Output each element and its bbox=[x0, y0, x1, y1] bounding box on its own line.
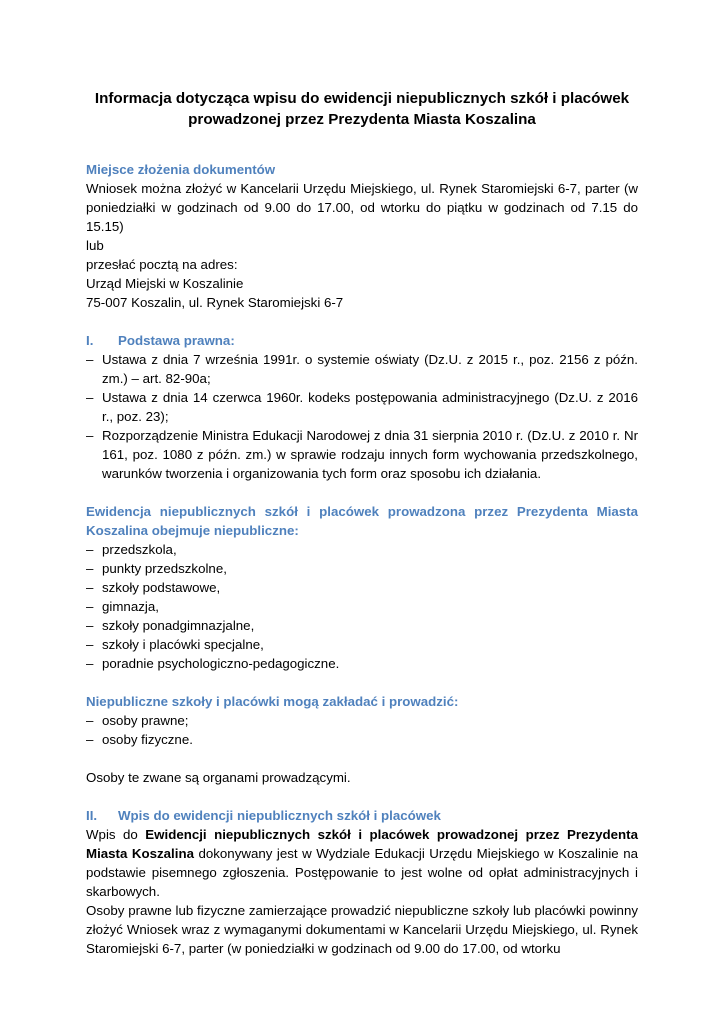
place-heading: Miejsce złożenia dokumentów bbox=[86, 162, 276, 177]
founders-note: Osoby te zwane są organami prowadzącymi. bbox=[86, 770, 351, 785]
register-item: – gimnazja, bbox=[86, 597, 638, 616]
register-item: – szkoły i placówki specjalne, bbox=[86, 635, 638, 654]
legal-heading-text: Podstawa prawna: bbox=[118, 333, 235, 348]
legal-item: – Rozporządzenie Ministra Edukacji Narodowej z dnia 31 sierpnia 2010 r. (Dz.U. z 2010 r. Nr 161, poz. 1080 z późn. zm.) w sprawie rodzaju innych form wychowania przedszkolnego, warunków tworzenia i organizowania tych form oraz sposobu ich działania. bbox=[86, 426, 638, 483]
entry-heading bbox=[86, 806, 638, 825]
register-heading: Ewidencja niepublicznych szkół i placówek prowadzona przez Prezydenta Miasta Koszalina obejmuje niepubliczne: bbox=[86, 504, 638, 538]
place-address-2: 75-007 Koszalin, ul. Rynek Staromiejski 6-7 bbox=[86, 295, 344, 310]
place-address-1: Urząd Miejski w Koszalinie bbox=[86, 276, 244, 291]
register-item: – poradnie psychologiczno-pedagogiczne. bbox=[86, 654, 638, 673]
founders-list bbox=[86, 711, 638, 749]
entry-paragraph-2: Osoby prawne lub fizyczne zamierzające prowadzić niepubliczne szkoły lub placówki powinny złożyć Wniosek wraz z wymaganymi dokumentami w Kancelarii Urzędu Miejskiego, ul. Rynek Staromiejski 6-7, parter (w poniedziałki w godzinach od 9.00 do 17.00, od wtorku bbox=[86, 903, 638, 956]
entry-number: II. bbox=[86, 808, 98, 823]
legal-list bbox=[86, 350, 638, 483]
entry-p1-pre: Wpis do bbox=[86, 827, 146, 842]
legal-number: I. bbox=[86, 333, 94, 348]
register-item: – przedszkola, bbox=[86, 540, 638, 559]
document-content bbox=[86, 88, 638, 958]
entry-paragraph-1 bbox=[86, 825, 638, 901]
legal-item: – Ustawa z dnia 14 czerwca 1960r. kodeks postępowania administracyjnego (Dz.U. z 2016 r., poz. 23); bbox=[86, 388, 638, 426]
register-list bbox=[86, 540, 638, 673]
title-line-1: Informacja dotycząca wpisu do ewidencji niepublicznych szkół i placówek bbox=[94, 90, 630, 107]
founders-item: – osoby fizyczne. bbox=[86, 730, 638, 749]
place-text: Wniosek można złożyć w Kancelarii Urzędu Miejskiego, ul. Rynek Staromiejski 6-7, parter (w poniedziałki w godzinach od 9.00 do 17.00, od wtorku do piątku w godzinach od 7.15 do 15.15) bbox=[86, 181, 638, 234]
entry-p1-post: dokonywany jest w Wydziale Edukacji Urzędu Miejskiego w Koszalinie na podstawie pisemnego zgłoszenia. Postępowanie to jest wolne od opłat administracyjnych i skarbowych. bbox=[86, 846, 639, 899]
place-or: lub bbox=[86, 238, 104, 253]
founders-item: – osoby prawne; bbox=[86, 711, 638, 730]
document-title bbox=[86, 88, 638, 130]
founders-heading: Niepubliczne szkoły i placówki mogą zakładać i prowadzić: bbox=[86, 694, 459, 709]
place-mail: przesłać pocztą na adres: bbox=[86, 257, 238, 272]
register-item: – szkoły ponadgimnazjalne, bbox=[86, 616, 638, 635]
register-item: – punkty przedszkolne, bbox=[86, 559, 638, 578]
title-line-2: prowadzonej przez Prezydenta Miasta Koszalina bbox=[188, 111, 536, 128]
register-item: – szkoły podstawowe, bbox=[86, 578, 638, 597]
entry-heading-text: Wpis do ewidencji niepublicznych szkół i placówek bbox=[118, 808, 441, 823]
entry-p1-bold: Ewidencji niepublicznych szkół i placówek prowadzonej przez Prezydenta Miasta Koszalina bbox=[86, 827, 638, 861]
legal-item: – Ustawa z dnia 7 września 1991r. o systemie oświaty (Dz.U. z 2015 r., poz. 2156 z późn. zm.) – art. 82-90a; bbox=[86, 350, 638, 388]
legal-heading bbox=[86, 331, 638, 350]
